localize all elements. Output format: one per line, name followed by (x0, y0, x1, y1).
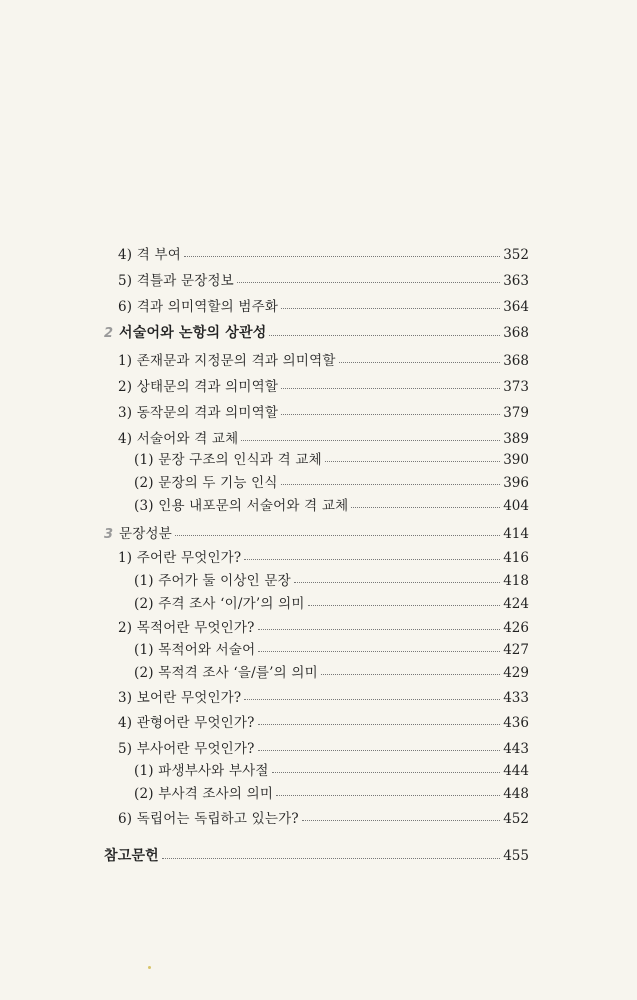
toc-entry[interactable] (134, 638, 529, 658)
leader-dots (258, 651, 500, 652)
leader-dots (302, 820, 500, 821)
toc-entry-page: 373 (503, 379, 529, 395)
toc-entry[interactable] (118, 686, 529, 706)
leader-dots (258, 724, 501, 725)
leader-dots (258, 750, 501, 751)
leader-dots (237, 282, 500, 283)
toc-entry-page: 444 (503, 763, 529, 779)
leader-dots (272, 772, 501, 773)
toc-entry-page: 390 (503, 452, 529, 468)
toc-entry-label: 1) 존재문과 지정문의 격과 의미역할 (118, 353, 336, 369)
leader-dots (162, 858, 500, 859)
toc-entry[interactable] (118, 427, 529, 447)
toc-entry[interactable] (118, 807, 529, 827)
toc-section-3[interactable] (104, 522, 529, 542)
toc-section-title: 문장성분 (119, 526, 173, 542)
toc-entry-label: 4) 격 부여 (118, 247, 181, 263)
leader-dots (339, 362, 501, 363)
leader-dots (184, 256, 500, 257)
toc-entry-label: 6) 격과 의미역할의 범주화 (118, 299, 279, 315)
toc-entry-page: 455 (503, 848, 529, 864)
leader-dots (244, 699, 500, 700)
toc-section-2[interactable] (104, 322, 529, 342)
toc-entry-label: 5) 부사어란 무엇인가? (118, 741, 255, 757)
toc-entry-label: 4) 서술어와 격 교체 (118, 431, 239, 447)
toc-entry-page: 352 (503, 247, 529, 263)
leader-dots (258, 629, 501, 630)
toc-entry-page: 414 (503, 526, 529, 542)
leader-dots (325, 461, 500, 462)
toc-entry[interactable] (134, 448, 529, 468)
toc-entry[interactable] (118, 401, 529, 421)
leader-dots (281, 484, 501, 485)
toc-entry[interactable] (118, 243, 529, 263)
toc-entry-page: 396 (503, 475, 529, 491)
toc-entry-label: (2) 문장의 두 기능 인식 (134, 475, 278, 491)
toc-entry-label: (1) 문장 구조의 인식과 격 교체 (134, 452, 322, 468)
toc-entry-label: 3) 보어란 무엇인가? (118, 690, 242, 706)
toc-entry-page: 368 (503, 353, 529, 369)
toc-section-title: 서술어와 논항의 상관성 (119, 325, 267, 341)
leader-dots (175, 535, 500, 536)
paper-speck (148, 966, 151, 969)
toc-entry[interactable] (134, 782, 529, 802)
toc-entry-page: 364 (503, 299, 529, 315)
toc-entry-page: 429 (503, 665, 529, 681)
toc-entry-label: 4) 관형어란 무엇인가? (118, 715, 255, 731)
toc-entry-label: 2) 상태문의 격과 의미역할 (118, 379, 279, 395)
toc-entry-page: 452 (503, 811, 529, 827)
toc-entry-label: 1) 주어란 무엇인가? (118, 550, 242, 566)
toc-entry-label: (1) 파생부사와 부사절 (134, 763, 269, 779)
toc-entry[interactable] (134, 569, 529, 589)
toc-entry-label: (2) 부사격 조사의 의미 (134, 786, 274, 802)
toc-entry-label: (3) 인용 내포문의 서술어와 격 교체 (134, 498, 349, 514)
toc-entry[interactable] (134, 759, 529, 779)
toc-entry[interactable] (118, 711, 529, 731)
leader-dots (244, 559, 500, 560)
toc-entry-page: 389 (503, 431, 529, 447)
leader-dots (351, 507, 500, 508)
toc-entry[interactable] (134, 494, 529, 514)
toc-entry-label: 3) 동작문의 격과 의미역할 (118, 405, 279, 421)
toc-entry-page: 363 (503, 273, 529, 289)
toc-entry-page: 368 (503, 325, 529, 341)
toc-entry-label: (2) 목적격 조사 ‘을/를’의 의미 (134, 665, 318, 681)
toc-entry-page: 416 (503, 550, 529, 566)
toc-entry-page: 448 (503, 786, 529, 802)
leader-dots (276, 795, 500, 796)
toc-entry[interactable] (134, 661, 529, 681)
leader-dots (308, 605, 501, 606)
toc-entry[interactable] (118, 616, 529, 636)
toc-entry[interactable] (134, 471, 529, 491)
toc-entry-label: 5) 격틀과 문장정보 (118, 273, 234, 289)
toc-entry-label: 2) 목적어란 무엇인가? (118, 620, 255, 636)
toc-entry-page: 379 (503, 405, 529, 421)
leader-dots (281, 388, 500, 389)
toc-references[interactable] (104, 845, 529, 865)
toc-entry-page: 436 (503, 715, 529, 731)
leader-dots (321, 674, 500, 675)
toc-entry[interactable] (134, 592, 529, 612)
toc-entry-page: 443 (503, 741, 529, 757)
toc-entry[interactable] (118, 295, 529, 315)
toc-entry-label: (1) 주어가 둘 이상인 문장 (134, 573, 291, 589)
section-number: 3 (104, 527, 114, 542)
toc-entry-label: (2) 주격 조사 ‘이/가’의 의미 (134, 596, 305, 612)
toc-entry[interactable] (118, 546, 529, 566)
leader-dots (281, 308, 500, 309)
toc-entry-label: 6) 독립어는 독립하고 있는가? (118, 811, 299, 827)
toc-entry-label: (1) 목적어와 서술어 (134, 642, 256, 658)
toc-entry-page: 433 (503, 690, 529, 706)
toc-entry[interactable] (118, 349, 529, 369)
toc-entry-page: 418 (503, 573, 529, 589)
leader-dots (269, 335, 500, 336)
toc-entry[interactable] (118, 269, 529, 289)
toc-entry-page: 426 (503, 620, 529, 636)
toc-section-title: 참고문헌 (104, 848, 159, 864)
section-number: 2 (104, 326, 114, 341)
leader-dots (281, 414, 500, 415)
toc-entry[interactable] (118, 375, 529, 395)
toc-entry[interactable] (118, 737, 529, 757)
toc-entry-page: 424 (503, 596, 529, 612)
leader-dots (241, 440, 500, 441)
leader-dots (294, 582, 500, 583)
toc-entry-page: 427 (503, 642, 529, 658)
toc-entry-page: 404 (503, 498, 529, 514)
